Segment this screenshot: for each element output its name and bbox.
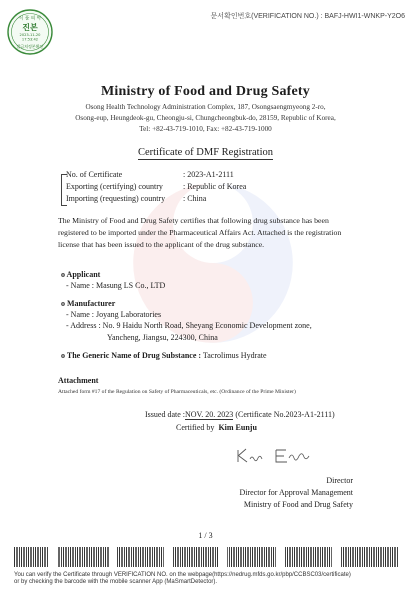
manufacturer-address-label: - Address : [66,321,101,330]
generic-name-label: o The Generic Name of Drug Substance : [61,351,202,360]
generic-name-row [61,351,267,360]
issued-date-label: Issued date : [145,410,185,419]
manufacturer-address-row [66,321,312,330]
page-number: 1 / 3 [198,531,213,540]
address-line-3: Tel: +82-43-719-1010, Fax: +82-43-719-1000 [139,125,272,133]
verification-footer [14,572,404,586]
attachment-text: Attached form #17 of the Regulation on Safety of Pharmaceuticals, etc. (Ordinance of the Prime Minister) [58,389,296,395]
exporting-country-value: : Republic of Korea [183,182,247,191]
manufacturer-name-label: - Name : [66,310,94,319]
certification-statement: The Ministry of Food and Drug Safety certifies that following drug substance has been registered to be imported under the Pharmaceutical Affairs Act. Attached is the registration license that has been issued to the applicant of the drug substance. [58,216,342,249]
address-line-2: Osong-eup, Heungdeok-gu, Cheongju-si, Chungcheongbuk-do, 28159, Republic of Korea, [75,114,336,122]
manufacturer-address-line-2: Yancheng, Jiangsu, 224300, China [107,333,218,342]
seal-time-text: 17:53:42 [21,37,39,42]
authentic-seal-icon [7,9,53,55]
generic-name-value: Tacrolimus Hydrate [202,351,267,360]
signatory-organization: Ministry of Food and Drug Safety [243,500,353,509]
seal-top-text: 식 품 의 약 [18,16,42,22]
signatory-title: Director [326,476,353,485]
certificate-number-row [66,170,234,179]
manufacturer-heading: o Manufacturer [61,299,116,308]
applicant-heading: o Applicant [61,270,101,279]
manufacturer-address-line-1: No. 9 Haidu North Road, Sheyang Economic Development zone, [102,321,312,330]
importing-country-value: : China [183,194,207,203]
applicant-name-row [66,281,165,290]
barcode-icon [14,547,399,567]
footer-line-2: or by checking the barcode with the mobile scanner App (MaSmartDetector). [14,579,218,586]
seal-main-text: 진본 [22,23,38,32]
signatory-role: Director for Approval Management [239,488,353,497]
applicant-name-label: - Name : [66,281,94,290]
ministry-title: Ministry of Food and Drug Safety [100,84,310,99]
certified-by-name: Kim Eunju [218,423,257,432]
certificate-title-text: Certificate of DMF Registration [137,147,273,158]
certified-by-label: Certified by [176,423,215,432]
importing-country-label: Importing (requesting) country [66,194,166,203]
issued-certificate-number: (Certificate No.2023-A1-2111) [235,410,335,419]
seal-bottom-text: 발급처정본확인 [16,44,44,49]
issued-date-row [145,410,335,419]
manufacturer-name-value: Joyang Laboratories [96,310,162,319]
importing-country-row [66,194,206,203]
certificate-title [0,147,411,158]
certified-by-row [176,423,257,432]
footer-line-1: You can verify the Certificate through VERIFICATION NO. on the webpage(https://nedrug.mfds.go.kr/pbp/CCBSC03/certificate) [14,572,351,578]
applicant-name-value: Masung LS Co., LTD [96,281,166,290]
manufacturer-name-row [66,310,161,319]
attachment-heading: Attachment [58,376,99,385]
certificate-number-value: : 2023-A1-2111 [183,170,234,179]
exporting-country-label: Exporting (certifying) country [66,182,163,191]
seal-date-text: 2023-11-20 [19,33,41,37]
address-line-1: Osong Health Technology Administration Complex, 187, Osongsaengmyeong 2-ro, [85,103,326,111]
exporting-country-row [66,182,246,191]
issued-date-value: NOV. 20. 2023 [185,410,234,419]
handwritten-signature-icon [232,445,322,467]
certificate-number-label: No. of Certificate [66,170,123,179]
verification-number: 문서확인번호(VERIFICATION NO.) : BAFJ-HWI1-WNKP-Y2O6 [210,13,405,20]
